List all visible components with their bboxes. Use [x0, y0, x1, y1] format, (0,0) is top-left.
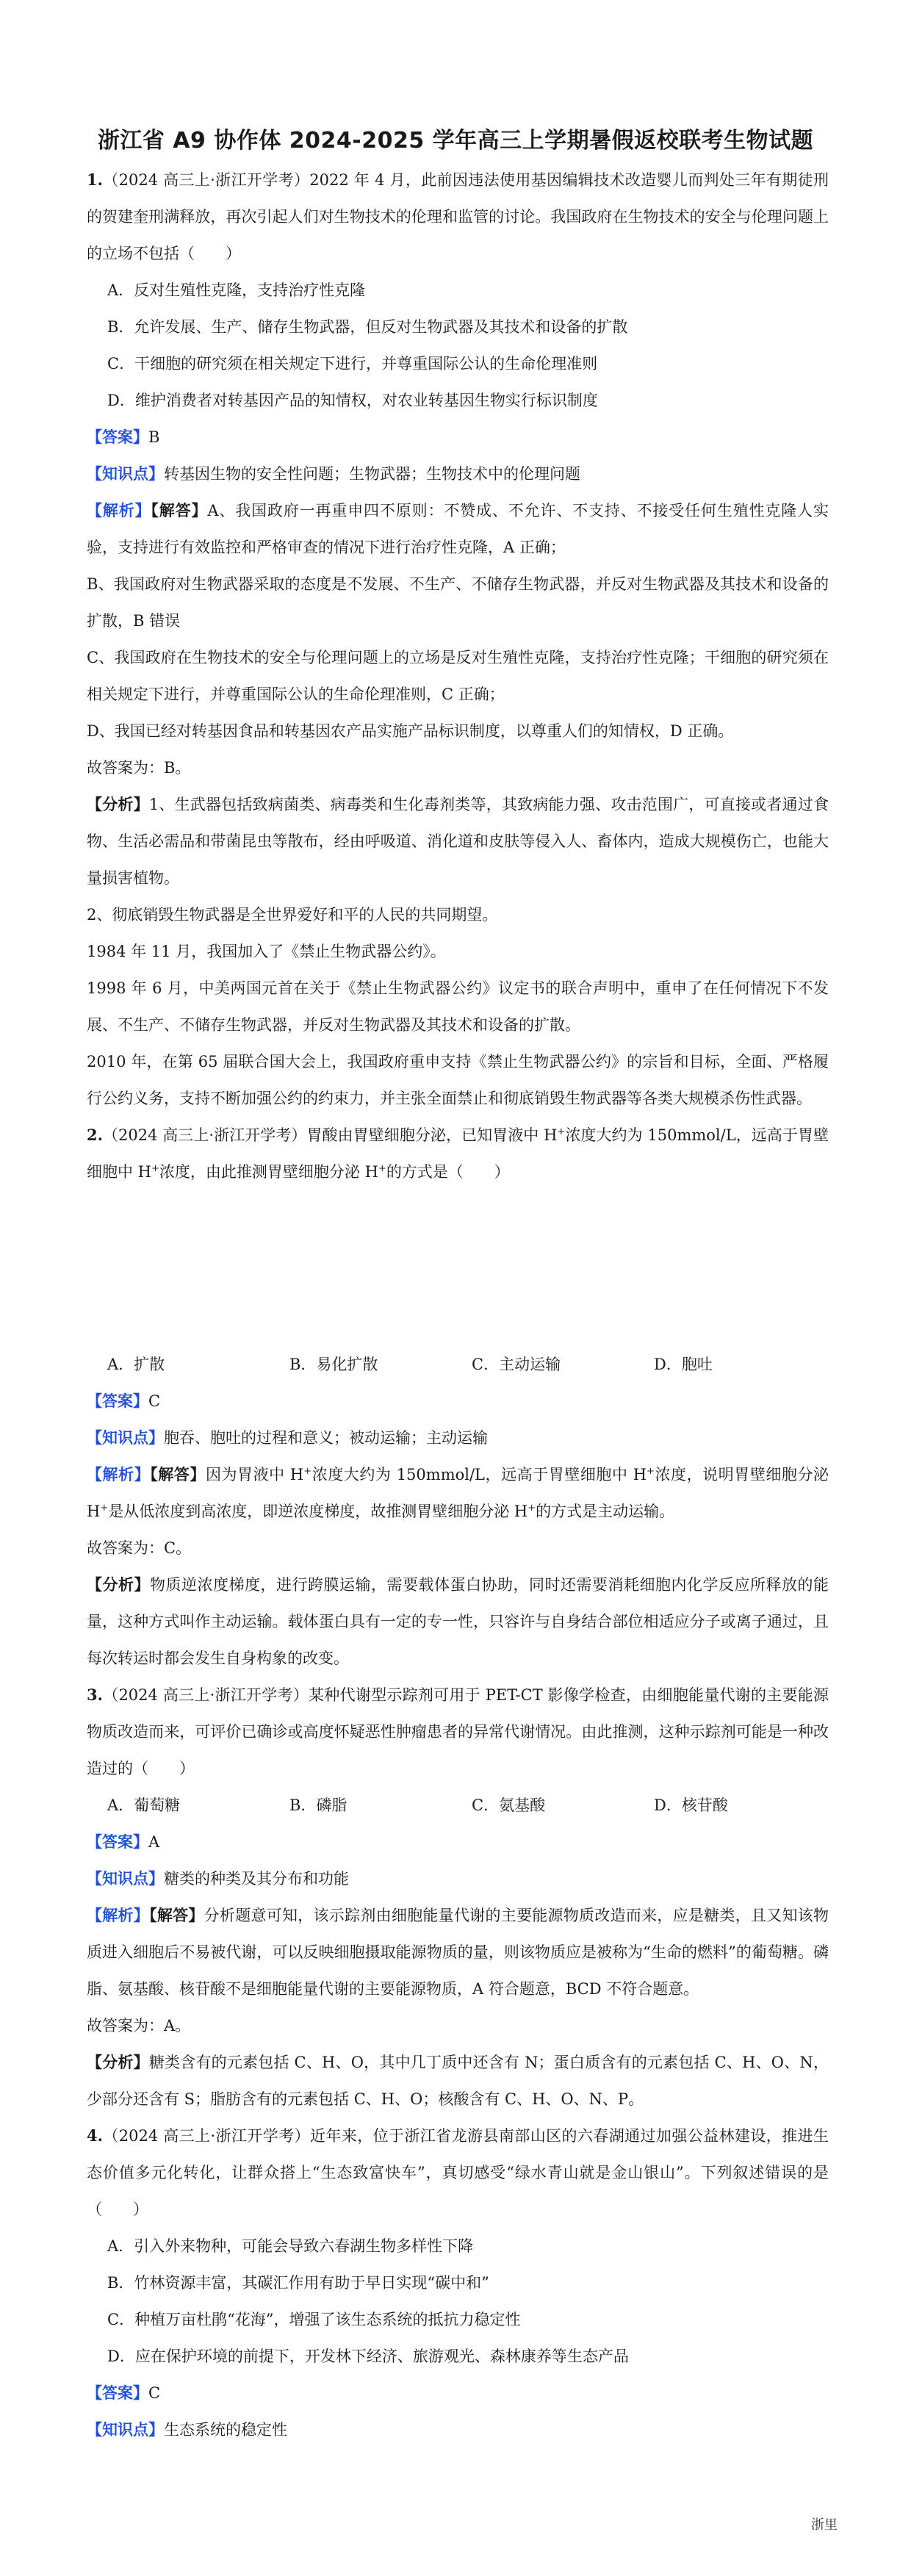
option: B．易化扩散: [289, 1356, 378, 1373]
options-row: [87, 1787, 829, 1824]
analysis-line: 【分析】糖类含有的元素包括 C、H、O，其中几丁质中还含有 N；蛋白质含有的元素包括 C、H、O、N，少部分还含有 S；脂肪含有的元素包括 C、H、O；核酸含有 C、H、O、N、P。: [87, 2053, 829, 2108]
explanation-line: 【解析】【解答】分析题意可知，该示踪剂由细胞能量代谢的主要能源物质改造而来，应是糖类，且又知该物质进入细胞后不易被代谢，可以反映细胞摄取能源物质的量，则该物质应是被称为“生命的燃料”的葡萄糖。磷脂、氨基酸、核苷酸不是细胞能量代谢的主要能源物质，A 符合题意，BCD 不符合题意。: [87, 1906, 829, 1998]
question-1-stem: 1.（2024 高三上·浙江开学考）2022 年 4 月，此前因违法使用基因编辑技术改造婴儿而判处三年有期徒刑的贺建奎刑满释放，再次引起人们对生物技术的伦理和监管的讨论。我国政府在生物技术的安全与伦理问题上的立场不包括（ ）: [87, 170, 829, 262]
knowledge-point-line: 【知识点】转基因生物的安全性问题；生物武器；生物技术中的伦理问题: [87, 464, 580, 483]
knowledge-point-line: 【知识点】生态系统的稳定性: [87, 2420, 287, 2439]
question-number: 2.: [87, 1126, 103, 1144]
option: A．葡萄糖: [107, 1796, 181, 1814]
option: D．应在保护环境的前提下，开发林下经济、旅游观光、森林康养等生态产品: [107, 2347, 629, 2365]
question-number: 4.: [87, 2126, 103, 2145]
option: C．干细胞的研究须在相关规定下进行，并尊重国际公认的生命伦理准则: [107, 355, 598, 373]
question-2-stem: 2.（2024 高三上·浙江开学考）胃酸由胃壁细胞分泌，已知胃液中 H+浓度大约为 150mmol/L，远高于胃壁细胞中 H+浓度，由此推测胃壁细胞分泌 H+的方式是（ ）: [87, 1126, 829, 1181]
question-4-stem: 4.（2024 高三上·浙江开学考）近年来，位于浙江省龙游县南部山区的六春湖通过加强公益林建设，推进生态价值多元化转化，让群众搭上“生态致富快车”，真切感受“绿水青山就是金山银山”。下列叙述错误的是（ ）: [87, 2126, 829, 2218]
analysis-line: 2、彻底销毁生物武器是全世界爱好和平的人民的共同期望。: [87, 906, 498, 924]
document-body: [87, 162, 829, 2448]
explanation-line: B、我国政府对生物武器采取的态度是不发展、不生产、不储存生物武器，并反对生物武器及其技术和设备的扩散，B 错误: [87, 575, 829, 630]
answer-line: 【答案】C: [87, 1392, 161, 1410]
explanation-line: 【解析】【解答】因为胃液中 H+浓度大约为 150mmol/L，远高于胃壁细胞中 H+浓度，说明胃壁细胞分泌 H+是从低浓度到高浓度，即逆浓度梯度，故推测胃壁细胞分泌 H+的方式是主动运输。: [87, 1465, 829, 1520]
answer-line: 【答案】A: [87, 1832, 160, 1851]
option: C．主动运输: [472, 1356, 561, 1373]
conclusion-line: 故答案为：B。: [87, 759, 191, 777]
question-number: 3.: [87, 1685, 103, 1704]
option: B．竹林资源丰富，其碳汇作用有助于早日实现“碳中和”: [107, 2274, 489, 2292]
option: A．引入外来物种，可能会导致六春湖生物多样性下降: [107, 2237, 474, 2255]
explanation-line: C、我国政府在生物技术的安全与伦理问题上的立场是反对生殖性克隆，支持治疗性克隆；干细胞的研究须在相关规定下进行，并尊重国际公认的生命伦理准则，C 正确；: [87, 649, 829, 703]
option: B．磷脂: [289, 1796, 348, 1814]
blank-space: [87, 1190, 829, 1346]
analysis-line: 2010 年，在第 65 届联合国大会上，我国政府重申支持《禁止生物武器公约》的宗旨和目标，全面、严格履行公约义务，支持不断加强公约的约束力，并主张全面禁止和彻底销毁生物武器等各类大规模杀伤性武器。: [87, 1053, 829, 1107]
analysis-line: 1998 年 6 月，中美两国元首在关于《禁止生物武器公约》议定书的联合声明中，重申了在任何情况下不发展、不生产、不储存生物武器，并反对生物武器及其技术和设备的扩散。: [87, 979, 829, 1034]
explanation-line: 【解析】【解答】A、我国政府一再重申四不原则：不赞成、不允许、不支持、不接受任何生殖性克隆人实验，支持进行有效监控和严格审查的情况下进行治疗性克隆，A 正确；: [87, 501, 829, 556]
option: D．核苷酸: [654, 1796, 728, 1814]
option: A．反对生殖性克隆，支持治疗性克隆: [107, 281, 366, 299]
option: C．氨基酸: [472, 1796, 546, 1814]
question-number: 1.: [87, 170, 103, 189]
option: B．允许发展、生产、储存生物武器，但反对生物武器及其技术和设备的扩散: [107, 318, 628, 336]
options-row: [87, 1346, 829, 1383]
explanation-line: D、我国已经对转基因食品和转基因农产品实施产品标识制度，以尊重人们的知情权，D 正确。: [87, 722, 734, 740]
answer-line: 【答案】C: [87, 2383, 161, 2402]
document-title: 浙江省 A9 协作体 2024-2025 学年高三上学期暑假返校联考生物试题: [97, 128, 814, 154]
option: A．扩散: [107, 1356, 165, 1373]
page-footer: 浙里: [811, 2517, 838, 2533]
knowledge-point-line: 【知识点】糖类的种类及其分布和功能: [87, 1869, 349, 1888]
conclusion-line: 故答案为：A。: [87, 2017, 191, 2034]
conclusion-line: 故答案为：C。: [87, 1539, 192, 1557]
analysis-line: 【分析】物质逆浓度梯度，进行跨膜运输，需要载体蛋白协助，同时还需要消耗细胞内化学反应所释放的能量，这种方式叫作主动运输。载体蛋白具有一定的专一性，只容许与自身结合部位相适应分子或离子通过，且每次转运时都会发生自身构象的改变。: [87, 1575, 829, 1667]
knowledge-point-line: 【知识点】胞吞、胞吐的过程和意义；被动运输；主动运输: [87, 1428, 488, 1447]
question-3-stem: 3.（2024 高三上·浙江开学考）某种代谢型示踪剂可用于 PET-CT 影像学检查，由细胞能量代谢的主要能源物质改造而来，可评价已确诊或高度怀疑恶性肿瘤患者的异常代谢情况。由此推测，这种示踪剂可能是一种改造过的（ ）: [87, 1685, 829, 1777]
option: C．种植万亩杜鹃“花海”，增强了该生态系统的抵抗力稳定性: [107, 2311, 521, 2328]
analysis-line: 【分析】1、生武器包括致病菌类、病毒类和生化毒剂类等，其致病能力强、攻击范围广，可直接或者通过食物、生活必需品和带菌昆虫等散布，经由呼吸道、消化道和皮肤等侵入人、畜体内，造成大规模伤亡，也能大量损害植物。: [87, 795, 829, 887]
answer-line: 【答案】B: [87, 428, 160, 446]
analysis-line: 1984 年 11 月，我国加入了《禁止生物武器公约》。: [87, 943, 446, 960]
option: D．维护消费者对转基因产品的知情权，对农业转基因生物实行标识制度: [107, 392, 598, 409]
option: D．胞吐: [654, 1356, 713, 1373]
